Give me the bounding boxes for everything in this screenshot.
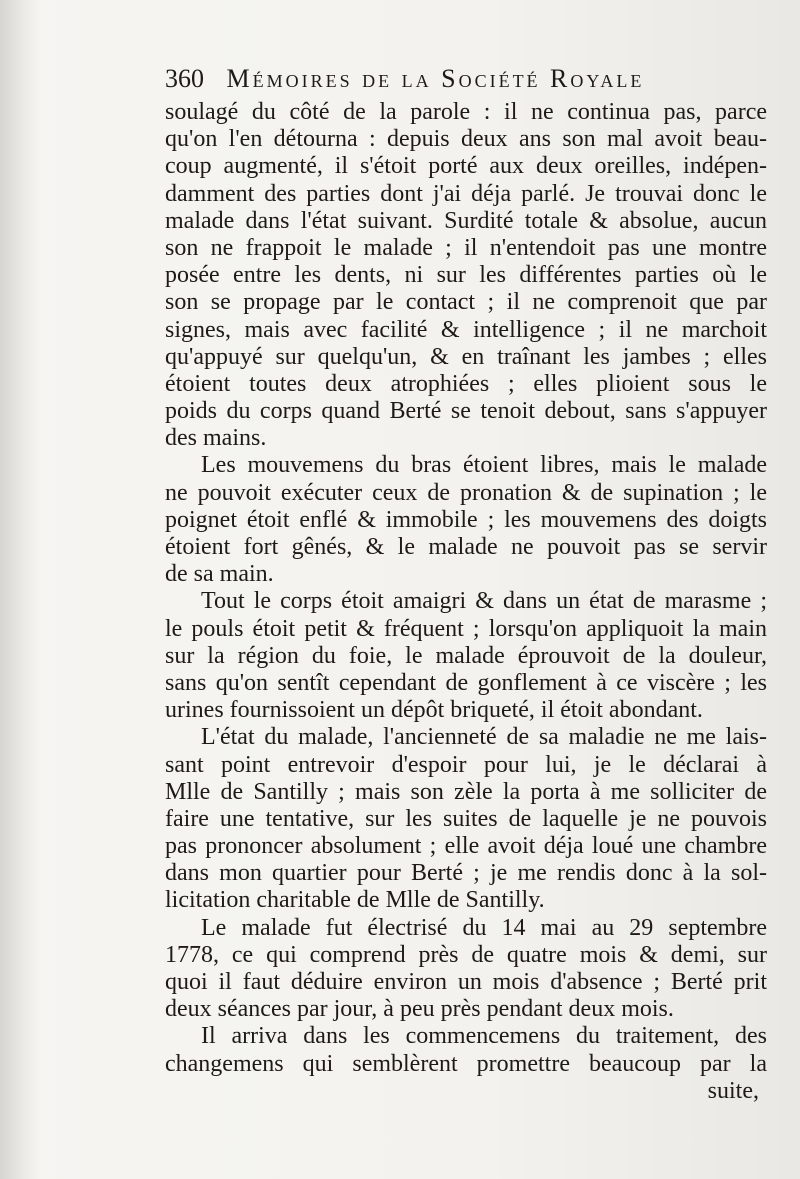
text-line: urines fournissoient un dépôt briqueté, il étoit abondant.	[165, 697, 703, 724]
paragraph	[165, 452, 767, 588]
text-line: quoi il faut déduire environ un mois d'absence ; Berté prit	[165, 969, 767, 995]
text-line: sant point entrevoir d'espoir pour lui, je le déclarai à	[165, 751, 767, 778]
text-line: Tout le corps étoit amaigri & dans un état de marasme ;	[201, 588, 767, 615]
page-number: 360	[165, 64, 204, 93]
text-line: signes, mais avec facilité & intelligence ; il ne marchoit	[165, 316, 767, 343]
text-line: sans qu'on sentît cependant de gonflement à ce viscère ; les	[165, 669, 767, 696]
paragraph	[165, 588, 767, 724]
text-line: dans mon quartier pour Berté ; je me rendis donc à la sol-	[165, 860, 767, 887]
text-line: L'état du malade, l'ancienneté de sa maladie ne me lais-	[201, 724, 767, 751]
text-line: damment des parties dont j'ai déja parlé. Je trouvai donc le	[165, 180, 767, 207]
text-line: Mlle de Santilly ; mais son zèle la porta à me solliciter de	[165, 778, 767, 805]
catchword: suite,	[707, 1077, 759, 1104]
text-line: deux séances par jour, à peu près pendant deux mois.	[165, 996, 674, 1023]
text-line: faire une tentative, sur les suites de laquelle je ne pouvois	[165, 805, 767, 832]
text-line: de sa main.	[165, 561, 274, 588]
paragraph	[165, 724, 767, 914]
running-head: Mémoires de la Société Royale	[226, 64, 645, 93]
text-line: pas prononcer absolument ; elle avoit déja loué une chambre	[165, 833, 767, 860]
text-line: son se propage par le contact ; il ne comprenoit que par	[165, 289, 767, 316]
text-line: malade dans l'état suivant. Surdité totale & absolue, aucun	[165, 207, 767, 234]
text-line: des mains.	[165, 425, 267, 452]
text-line: poids du corps quand Berté se tenoit debout, sans s'appuyer	[165, 398, 767, 425]
text-line: posée entre les dents, ni sur les différentes parties où le	[165, 262, 767, 289]
paragraph	[165, 915, 767, 1024]
text-line: Le malade fut électrisé du 14 mai au 29 septembre	[201, 914, 767, 941]
body-text	[165, 99, 767, 1104]
binding-gutter-shadow	[0, 0, 40, 1179]
text-line: étoient fort gênés, & le malade ne pouvoit pas se servir	[165, 534, 767, 560]
text-line: soulagé du côté de la parole : il ne continua pas, parce	[165, 99, 767, 125]
text-line: changemens qui semblèrent promettre beaucoup par la	[165, 1050, 767, 1077]
paragraph	[165, 1023, 767, 1077]
text-line: ne pouvoit exécuter ceux de pronation & de supination ; le	[165, 479, 767, 506]
page-header	[165, 62, 745, 96]
text-line: étoient toutes deux atrophiées ; elles plioient sous le	[165, 370, 767, 397]
text-line: qu'on l'en détourna : depuis deux ans son mal avoit beau-	[165, 126, 767, 153]
paragraph	[165, 99, 767, 452]
text-line: licitation charitable de Mlle de Santilly.	[165, 887, 545, 914]
text-line: Il arriva dans les commencemens du traitement, des	[201, 1023, 767, 1050]
text-line: son ne frappoit le malade ; il n'entendoit pas une montre	[165, 234, 767, 261]
text-line: Les mouvemens du bras étoient libres, mais le malade	[201, 452, 767, 479]
text-line: qu'appuyé sur quelqu'un, & en traînant les jambes ; elles	[165, 343, 767, 370]
text-line: 1778, ce qui comprend près de quatre mois & demi, sur	[165, 941, 767, 968]
text-line: coup augmenté, il s'étoit porté aux deux oreilles, indépen-	[165, 153, 767, 180]
text-line: le pouls étoit petit & fréquent ; lorsqu'on appliquoit la main	[165, 615, 767, 642]
text-line: sur la région du foie, le malade éprouvoit de la douleur,	[165, 642, 767, 669]
text-line: poignet étoit enflé & immobile ; les mouvemens des doigts	[165, 506, 767, 533]
